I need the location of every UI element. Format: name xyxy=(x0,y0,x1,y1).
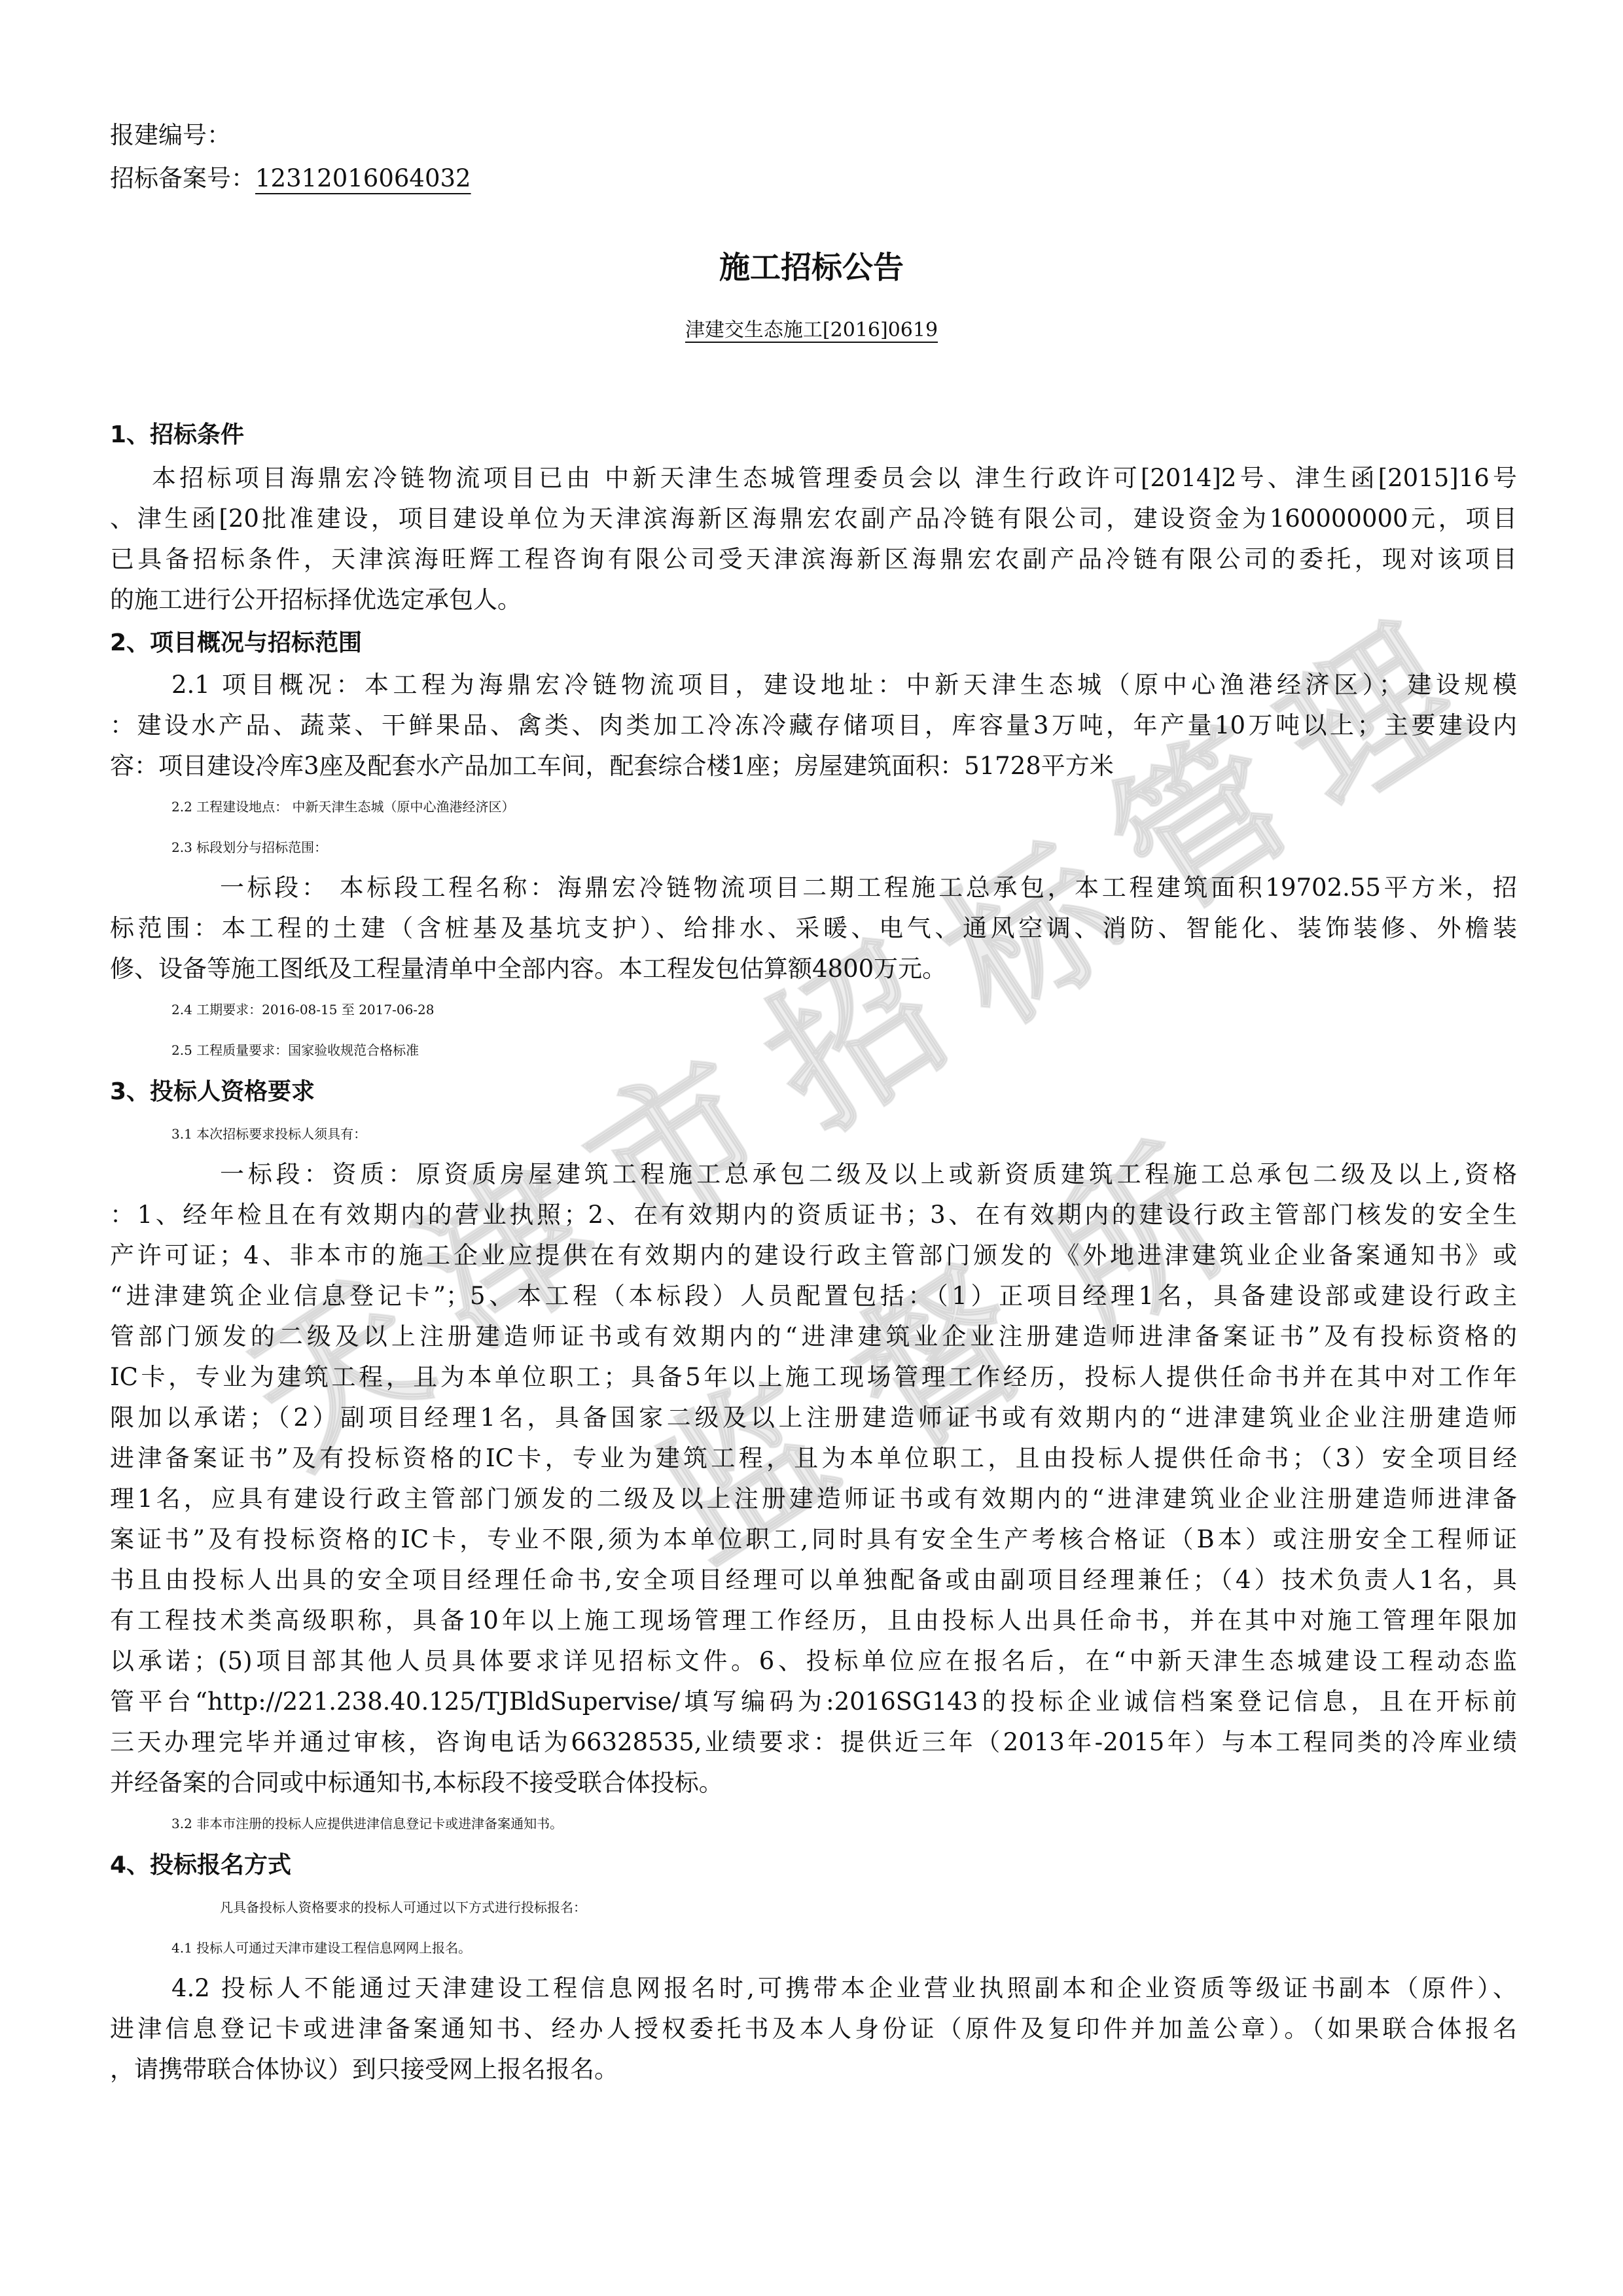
watermark-char: 监 xyxy=(623,1346,865,1596)
paragraph-line: 管平台“http://221.238.40.125/TJBldSupervise/填写编码为:2016SG143的投标企业诚信档案登记信息，且在开标前 xyxy=(110,1687,1517,1716)
paragraph-line: 管部门颁发的二级及以上注册建造师证书或有效期内的“进津建筑业企业注册建造师进津备案证书”及有投标资格的 xyxy=(110,1322,1517,1351)
paragraph-line: 修、设备等施工图纸及工程量清单中全部内容。本工程发包估算额4800万元。 xyxy=(110,955,947,983)
section-heading-4: 4、投标报名方式 xyxy=(110,1852,292,1879)
paragraph-line: 产许可证；4、非本市的施工企业应提供在有效期内的建设行政主管部门颁发的《外地进津建筑业企业备案通知书》或 xyxy=(110,1241,1517,1269)
paragraph-line: 2.4 工期要求：2016-08-15 至 2017-06-28 xyxy=(171,1002,435,1017)
paragraph-line: 凡具备投标人资格要求的投标人可通过以下方式进行投标报名： xyxy=(220,1899,586,1915)
paragraph-line: 一标段： 本标段工程名称：海鼎宏冷链物流项目二期工程施工总承包，本工程建筑面积19702.55平方米，招 xyxy=(220,874,1517,902)
page-title: 施工招标公告 xyxy=(719,250,904,286)
section-heading-3: 3、投标人资格要求 xyxy=(110,1078,315,1105)
filing-number-line xyxy=(110,162,471,195)
paragraph-line: 2.2 工程建设地点： 中新天津生态城（原中心渔港经济区） xyxy=(171,799,515,815)
paragraph-line: 有工程技术类高级职称，具备10年以上施工现场管理工作经历，且由投标人出具任命书，并在其中对施工管理年限加 xyxy=(110,1606,1517,1634)
paragraph-line: 并经备案的合同或中标通知书,本标段不接受联合体投标。 xyxy=(110,1769,723,1797)
paragraph-line: 2.5 工程质量要求：国家验收规范合格标准 xyxy=(171,1042,419,1058)
paragraph-line: 的施工进行公开招标择优选定承包人。 xyxy=(110,586,522,614)
paragraph-line: 2.1 项目概况：本工程为海鼎宏冷链物流项目，建设地址：中新天津生态城（原中心渔港经济区）；建设规模 xyxy=(171,671,1517,699)
document-number xyxy=(0,317,1623,344)
paragraph-line: 案证书”及有投标资格的IC卡，专业不限,须为本单位职工,同时具有安全生产考核合格证（B本）或注册安全工程师证 xyxy=(110,1525,1517,1553)
watermark-char: 督 xyxy=(819,1235,1061,1485)
filing-number-label: 招标备案号： xyxy=(110,164,255,192)
paragraph-line: ，请携带联合体协议）到只接受网上报名报名。 xyxy=(110,2055,618,2083)
paragraph-line: 已具备招标条件，天津滨海旺辉工程咨询有限公司受天津滨海新区海鼎宏农副产品冷链有限公司的委托，现对该项目 xyxy=(110,545,1517,573)
filing-number-value: 12312016064032 xyxy=(255,164,471,192)
paragraph-line: ：1、经年检且在有效期内的营业执照；2、在有效期内的资质证书；3、在有效期内的建设行政主管部门核发的安全生 xyxy=(110,1201,1517,1229)
paragraph-line: 2.3 标段划分与招标范围： xyxy=(171,839,328,855)
paragraph-line: 本招标项目海鼎宏冷链物流项目已由 中新天津生态城管理委员会以 津生行政许可[2014]2号、津生函[2015]16号 xyxy=(152,464,1517,492)
document-number-text: 津建交生态施工[2016]0619 xyxy=(685,319,938,342)
paragraph-line: 标范围：本工程的土建（含桩基及基坑支护）、给排水、采暖、电气、通风空调、消防、智能化、装饰装修、外檐装 xyxy=(110,914,1517,942)
paragraph-line: IC卡，专业为建筑工程，且为本单位职工；具备5年以上施工现场管理工作经历，投标人提供任命书并在其中对工作年 xyxy=(110,1363,1517,1391)
watermark-char: 理 xyxy=(1251,593,1493,843)
paragraph-line: ：建设水产品、蔬菜、干鲜果品、禽类、肉类加工冷冻冷藏存储项目，库容量3万吨，年产量10万吨以上；主要建设内 xyxy=(110,711,1517,739)
paragraph-line: 容：项目建设冷库3座及配套水产品加工车间，配套综合楼1座；房屋建筑面积：51728平方米 xyxy=(110,752,1114,780)
paragraph-line: 进津备案证书”及有投标资格的IC卡，专业为建筑工程，且为本单位职工，且由投标人提供任命书；（3）安全项目经 xyxy=(110,1444,1517,1472)
paragraph-line: 理1名，应具有建设行政主管部门颁发的二级及以上注册建造师证书或有效期内的“进津建筑业企业注册建造师进津备 xyxy=(110,1485,1517,1513)
paragraph-line: 进津信息登记卡或进津备案通知书、经办人授权委托书及本人身份证（原件及复印件并加盖公章）。（如果联合体报名 xyxy=(110,2015,1517,2043)
paragraph-line: 、津生函[20批准建设，项目建设单位为天津滨海新区海鼎宏农副产品冷链有限公司，建设资金为160000000元，项目 xyxy=(110,504,1517,533)
paragraph-line: “进津建筑企业信息登记卡”；5、本工程（本标段）人员配置包括：（1）正项目经理1名，具备建设部或建设行政主 xyxy=(110,1282,1517,1310)
watermark-char: 天 xyxy=(217,1248,459,1498)
paragraph-line: 以承诺；(5)项目部其他人员具体要求详见招标文件。6、投标单位应在报名后，在“中新天津生态城建设工程动态监 xyxy=(110,1647,1517,1675)
watermark-char: 津 xyxy=(387,1130,629,1380)
watermark-char: 标 xyxy=(911,809,1152,1059)
paragraph-line: 4.2 投标人不能通过天津建设工程信息网报名时,可携带本企业营业执照副本和企业资质等级证书副本（原件）、 xyxy=(171,1974,1517,2002)
paragraph-line: 三天办理完毕并通过审核，咨询电话为66328535,业绩要求：提供近三年（2013年-2015年）与本工程同类的冷库业绩 xyxy=(110,1728,1517,1756)
paragraph-line: 3.1 本次招标要求投标人须具有： xyxy=(171,1126,367,1142)
paragraph-line: 4.1 投标人可通过天津市建设工程信息网网上报名。 xyxy=(171,1940,472,1956)
watermark-char: 市 xyxy=(558,1025,799,1275)
report-number-label: 报建编号： xyxy=(110,121,231,149)
paragraph-line: 一标段：资质：原资质房屋建筑工程施工总承包二级及以上或新资质建筑工程施工总承包二级及以上,资格 xyxy=(220,1160,1517,1188)
watermark-char: 管 xyxy=(1081,698,1323,948)
watermark-char: 所 xyxy=(1016,1117,1257,1367)
section-heading-1: 1、招标条件 xyxy=(110,421,245,448)
report-number-line xyxy=(110,119,231,152)
paragraph-line: 限加以承诺；（2）副项目经理1名，具备国家二级及以上注册建造师证书或有效期内的“进津建筑业企业注册建造师 xyxy=(110,1404,1517,1432)
watermark-char: 招 xyxy=(734,914,976,1164)
paragraph-line: 3.2 非本市注册的投标人应提供进津信息登记卡或进津备案通知书。 xyxy=(171,1816,563,1831)
paragraph-line: 书且由投标人出具的安全项目经理任命书,安全项目经理可以单独配备或由副项目经理兼任；（4）技术负责人1名，具 xyxy=(110,1566,1517,1594)
section-heading-2: 2、项目概况与招标范围 xyxy=(110,629,363,656)
